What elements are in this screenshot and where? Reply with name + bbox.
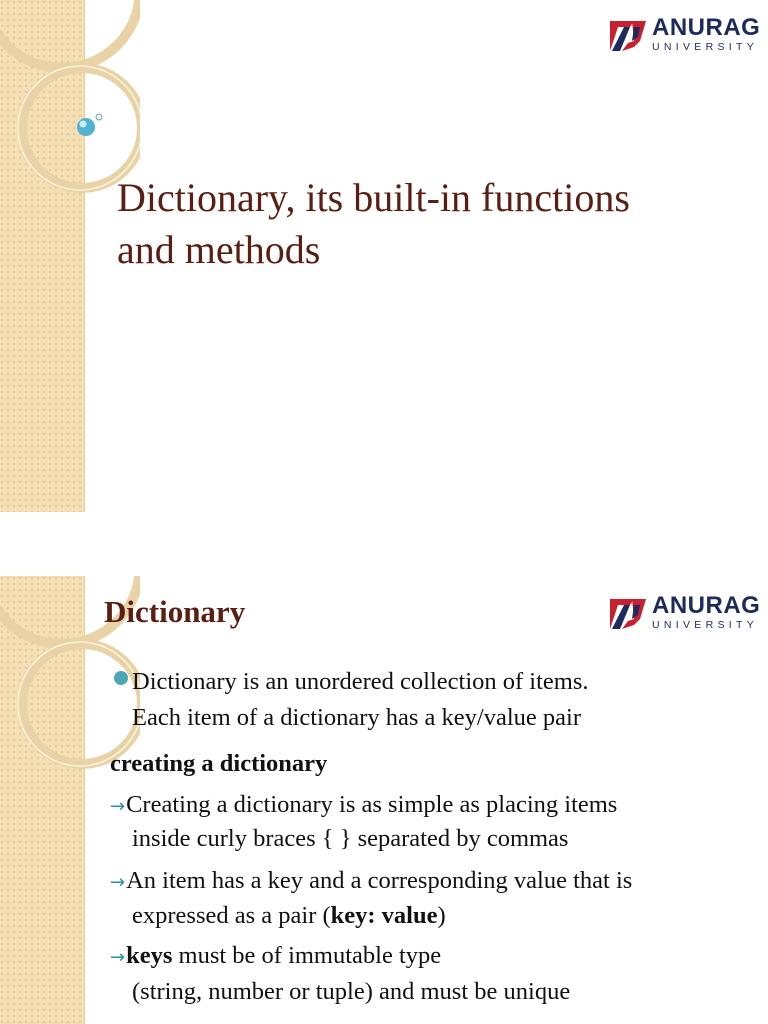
arrow-icon: → <box>110 872 126 893</box>
list-item-1-line-1: Creating a dictionary is as simple as placing items <box>126 791 618 818</box>
logo-brand: ANURAG <box>652 14 761 41</box>
keys-emphasis: keys <box>126 942 173 969</box>
list-item-3-line-1: must be of immutable type <box>172 942 442 969</box>
logo-mark-icon <box>610 17 648 51</box>
slide-title-line-1: Dictionary, its built-in functions <box>117 175 630 220</box>
slide-title-line-2: and methods <box>117 227 321 272</box>
list-item-2 <box>110 867 632 895</box>
slide-gap <box>0 512 768 576</box>
key-value-emphasis: key: value <box>330 902 438 929</box>
list-item-3-line-2: (string, number or tuple) and must be unique <box>132 978 571 1005</box>
list-item-3 <box>110 942 441 970</box>
list-item-2-line-2-pre: expressed as a pair ( <box>132 902 331 929</box>
university-logo <box>610 16 760 53</box>
slide-title <box>117 172 737 276</box>
list-item-2-line-2-post: ) <box>437 902 446 929</box>
slide-body <box>0 576 768 1024</box>
bullet-text-line-2: Each item of a dictionary has a key/value pair <box>132 704 581 731</box>
logo-subtitle: UNIVERSITY <box>652 41 759 53</box>
logo-subtitle: UNIVERSITY <box>652 619 759 631</box>
logo-brand: ANURAG <box>652 592 761 619</box>
subheading: creating a dictionary <box>110 750 328 777</box>
content-slide <box>0 576 768 1024</box>
bullet-dot-icon <box>114 671 128 685</box>
arrow-icon: → <box>110 947 126 968</box>
decorative-side-strip <box>0 0 85 512</box>
bullet-text-line-1: Dictionary is an unordered collection of items. <box>132 668 589 695</box>
slide-heading: Dictionary <box>104 594 246 629</box>
list-item-2-line-2 <box>132 902 446 930</box>
list-item-1-line-2: inside curly braces { } separated by commas <box>132 825 569 852</box>
arrow-icon: → <box>110 796 126 817</box>
list-item-1 <box>110 791 617 819</box>
list-item-2-line-1: An item has a key and a corresponding value that is <box>126 867 633 894</box>
